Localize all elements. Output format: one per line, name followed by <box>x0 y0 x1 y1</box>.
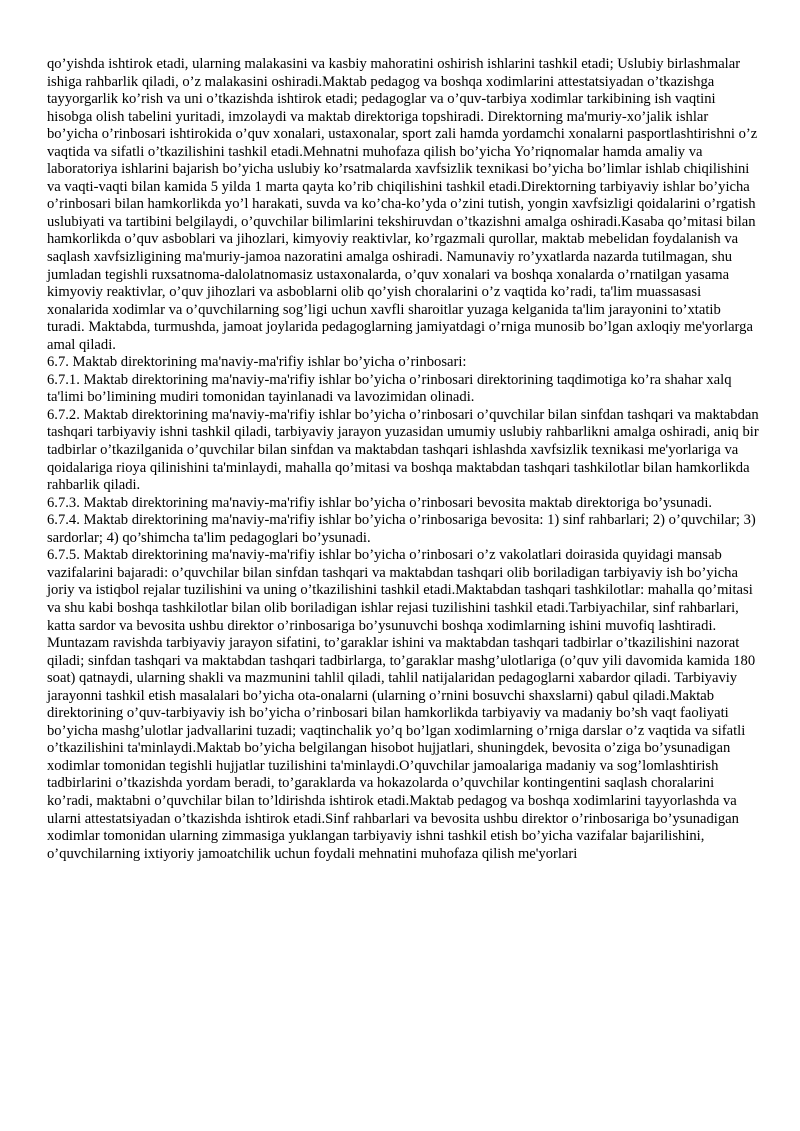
paragraph-6-7-2: 6.7.2. Maktab direktorining ma'naviy-ma'rifiy ishlar bo’yicha o’rinbosari o’quvchilar bilan sinfdan tashqari va maktabdan tashqari tarbiyaviy ishni tashkil qiladi, tarbiyaviy jarayon yuzasidan umumiy uslubiy rahbarlikni amalga oshiradi, aniq bir tadbirlar o’tkazilganida o’quvchilar bilan sinfdan va maktabdan tashqari ishlashda xavfsizlik texnikasi me'yorlariga va qoidalariga rioya qilinishini ta'minlaydi, mahalla qo’mitasi va boshqa maktabdan tashqari tashkilotlar bilan hamkorlikda rahbarlik qiladi. <box>47 406 759 494</box>
document-page <box>47 56 759 863</box>
paragraph-6-7-3: 6.7.3. Maktab direktorining ma'naviy-ma'rifiy ishlar bo’yicha o’rinbosari bevosita maktab direktoriga bo’ysunadi. <box>47 494 713 511</box>
paragraph-6-7-5: 6.7.5. Maktab direktorining ma'naviy-ma'rifiy ishlar bo’yicha o’rinbosari o’z vakolatlari doirasida quyidagi mansab vazifalarini bajaradi: o’quvchilar bilan sinfdan tashqari va maktabdan tashqari olib boriladigan tarbiyaviy ish bo’yicha joriy va istiqbol rejalar tuzilishini va uning o’tkazilishini tashkil etadi.Maktabdan tashqari tashkilotlar: mahalla qo’mitasi va shu kabi boshqa tashkilotlar bilan olib boriladigan ishlar rejasi tuzilishini tashkil etadi.Tarbiyachilar, sinf rahbarlari, katta sardor va bevosita ushbu direktor o’rinbosariga bo’ysunuvchi boshqa xodimlarning ishini muvofiq lashtiradi. Muntazam ravishda tarbiyaviy jarayon sifatini, to’garaklar ishini va maktabdan tashqari tadbirlar o’tkazilishini nazorat qiladi; sinfdan tashqari va maktabdan tashqari tadbirlarga, to’garaklar mashg’ulotlariga (o’quv yili davomida kamida 180 soat) qatnaydi, ularning shakli va mazmunini tahlil qiladi, tahlil natijalaridan pedagoglarni xabardor qiladi. Tarbiyaviy jarayonni tashkil etish masalalari bo’yicha ota-onalarni (ularning o’rnini bosuvchi shaxslarni) qabul qiladi.Maktab direktorining o’quv-tarbiyaviy ish bo’yicha o’rinbosari bilan hamkorlikda tarbiyaviy va madaniy bo’sh vaqt faoliyati bo’yicha mashg’ulotlar jadvallarini tuzadi; vaqtinchalik yo’q bo’lgan xodimlarning o’rniga darslar o’z vaqtida va sifatli o’tkazilishini ta'minlaydi.Maktab bo’yicha belgilangan hisobot hujjatlari, shuningdek, bevosita o’ziga bo’ysunadigan xodimlar tomonidan tegishli hujjatlar tuzilishini ta'minlaydi.O’quvchilar jamoalariga madaniy va sog’lomlashtirish tadbirlarini o’tkazishda yordam beradi, to’garaklarda va hokazolarda o’quvchilar kontingentini saqlash choralarini ko’radi, maktabni o’quvchilar bilan to’ldirishda ishtirok etadi.Maktab pedagog va boshqa xodimlarini tayyorlashda va ularni attestatsiyadan o’tkazishda ishtirok etadi.Sinf rahbarlari va bevosita ushbu direktor o’rinbosariga bo’ysunadigan xodimlar tomonidan ularning zimmasiga yuklangan tarbiyaviy ishni tashkil etish bo’yicha vazifalar bajarilishini, o’quvchilarning ixtiyoriy jamoatchilik uchun foydali mehnatini muhofaza qilish me'yorlari <box>47 547 756 862</box>
paragraph-6-7-4: 6.7.4. Maktab direktorining ma'naviy-ma'rifiy ishlar bo’yicha o’rinbosariga bevosita: 1) sinf rahbarlari; 2) o’quvchilar; 3) sardorlar; 4) qo’shimcha ta'lim pedagoglari bo’ysunadi. <box>47 512 756 546</box>
paragraph-intro: qo’yishda ishtirok etadi, ularning malakasini va kasbiy mahoratini oshirish ishlarini tashkil etadi; Uslubiy birlashmalar ishiga rahbarlik qiladi, o’z malakasini oshiradi.Maktab pedagog va boshqa xodimlarini attestatsiyadan o’tkazishga tayyorgarlik ko’rish va uni o’tkazishda ishtirok etadi; pedagoglar va o’quv-tarbiya xodimlar tarkibining ish vaqtini hisobga olish tabelini yuritadi, imzolaydi va maktab direktoriga topshiradi. Direktorning ma'muriy-xo’jalik ishlar bo’yicha o’rinbosari ishtirokida o’quv xonalari, ustaxonalar, sport zali hamda yordamchi xonalarni pasportlashtirishni o’z vaqtida va sifatli o’tkazilishini tashkil etadi.Mehnatni muhofaza qilish bo’yicha Yo’riqnomalar hamda amaliy va laboratoriya ishlarini bajarish bo’yicha uslubiy ko’rsatmalarda xavfsizlik texnikasi bo’yicha bo’limlar ishlab chiqilishini va vaqti-vaqti bilan kamida 5 yilda 1 marta qayta ko’rib chiqilishini tashkil etadi.Direktorning tarbiyaviy ishlar bo’yicha o’rinbosari bilan hamkorlikda yo’l harakati, suvda va ko’cha-ko’yda o’zini tutish, yongin xavfsizligi qoidalarini o’rgatish uslubiyati va tartibini belgilaydi, o’quvchilar bilimlarini tekshiruvdan o’tkazishni amalga oshiradi.Kasaba qo’mitasi bilan hamkorlikda o’quv asboblari va jihozlari, kimyoviy reaktivlar, ko’rgazmali qurollar, maktab mebelidan foydalanish va saqlash xavfsizligining ma'muriy-jamoa nazoratini amalga oshiradi. Namunaviy ro’yxatlarda nazarda tutilmagan, shu jumladan tegishli ruxsatnoma-dalolatnomasiz ustaxonalarda, o’quv xonalari va boshqa xonalarda o’rnatilgan yasama kimyoviy reaktivlar, o’quv jihozlari va asboblarni olib qo’yish choralarini o’z vaqtida ko’radi, ta'lim muassasasi xonalarida xodimlar va o’quvchilarning sog’ligi uchun xavfli sharoitlar yuzaga kelganida ta'lim jarayonini to’xtatib turadi. Maktabda, turmushda, jamoat joylarida pedagoglarning jamiyatdagi o’rniga munosib bo’lgan axloqiy me'yorlarga amal qiladi. <box>47 56 758 353</box>
section-heading-6-7: 6.7. Maktab direktorining ma'naviy-ma'rifiy ishlar bo’yicha o’rinbosari: <box>47 354 467 371</box>
paragraph-6-7-1: 6.7.1. Maktab direktorining ma'naviy-ma'rifiy ishlar bo’yicha o’rinbosari direktorining taqdimotiga ko’ra shahar xalq ta'limi bo’limining mudiri tomonidan tayinlanadi va lavozimidan olinadi. <box>47 371 732 406</box>
